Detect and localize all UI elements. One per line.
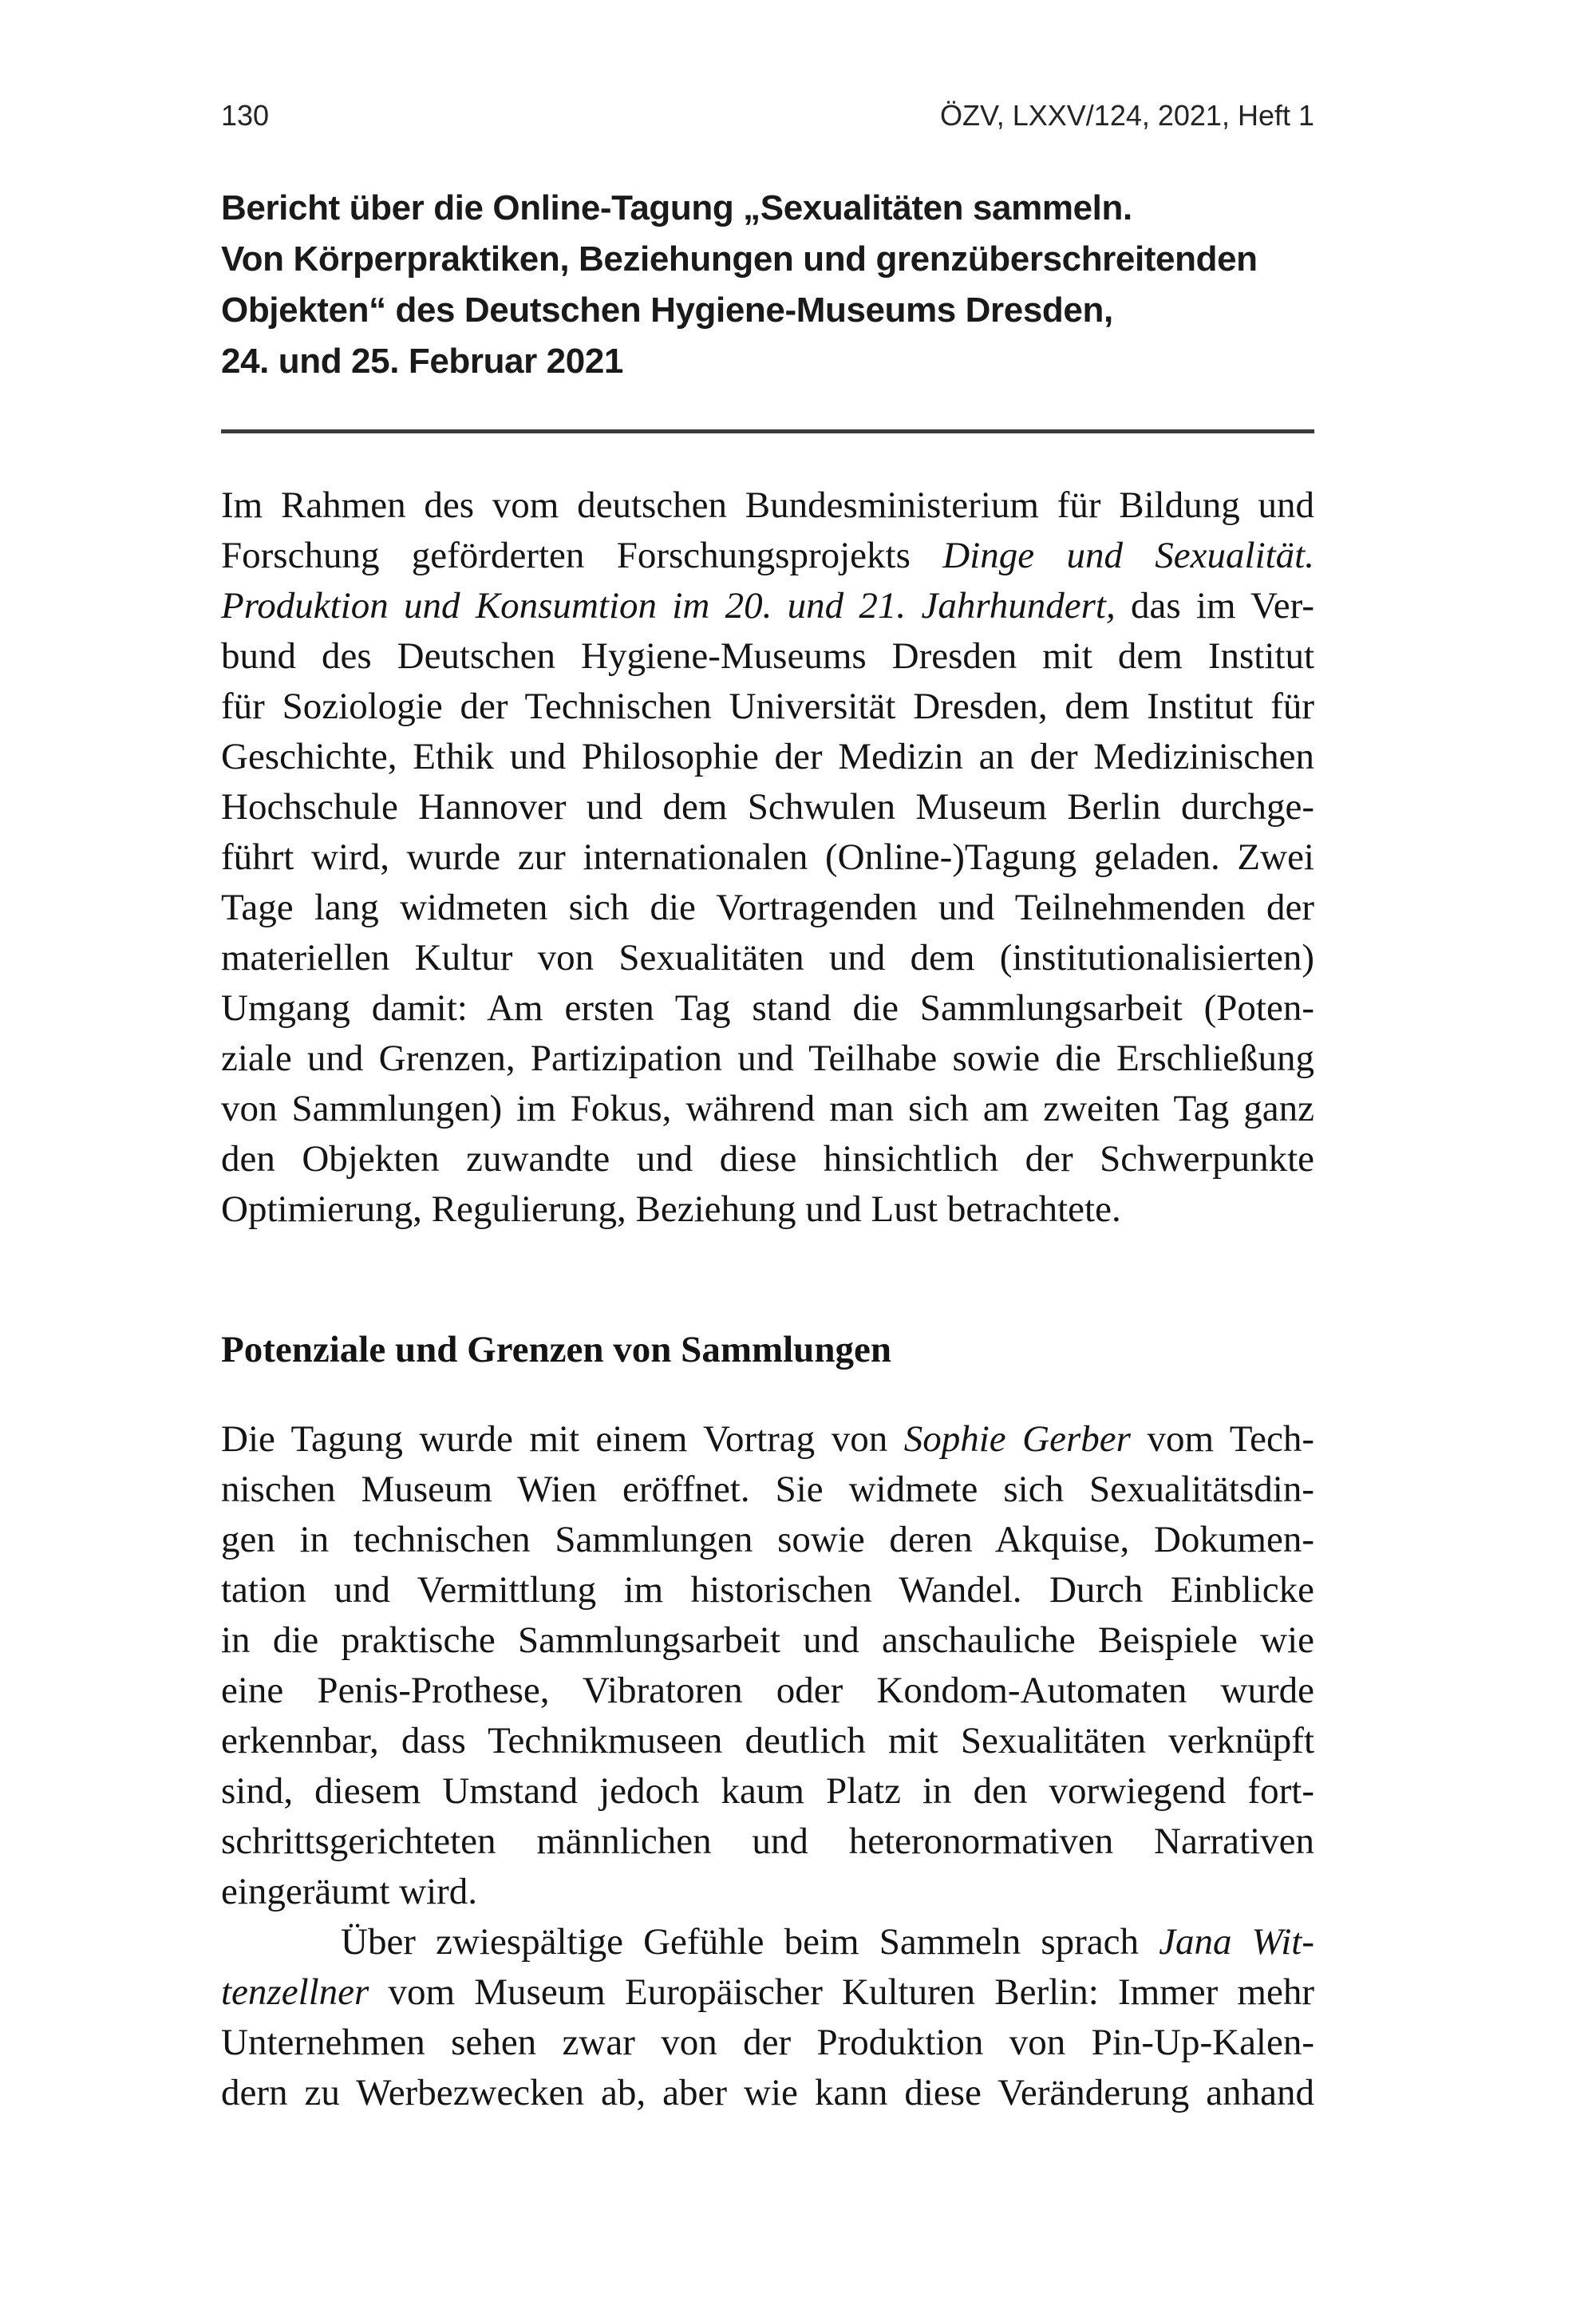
paragraph (221, 480, 1314, 1235)
divider-rule (221, 429, 1314, 433)
text-line (221, 531, 1314, 581)
text-segment: eine Penis-Prothese, Vibratoren oder Kondom-Automaten wurde (221, 1670, 1314, 1711)
text-line (221, 1465, 1314, 1515)
text-segment: führt wird, wurde zur internationalen (Online-)Tagung geladen. Zwei (221, 836, 1314, 878)
text-segment: Forschung geförderten Forschungsprojekts (221, 535, 943, 576)
text-line (221, 1666, 1314, 1716)
text-line (221, 1766, 1314, 1817)
text-segment: schrittsgerichteten männlichen und heteronormativen Narrativen (221, 1821, 1314, 1862)
text-segment: ziale und Grenzen, Partizipation und Teilhabe sowie die Erschließung (221, 1038, 1314, 1079)
title-line: Von Körperpraktiken, Beziehungen und grenzüberschreitenden (221, 239, 1258, 279)
text-line (221, 1967, 1314, 2018)
text-segment: vom Museum Europäischer Kulturen Berlin: Immer mehr (369, 1971, 1314, 2013)
text-segment: vom Tech- (1130, 1418, 1315, 1460)
italic-text: Sophie Gerber (903, 1418, 1131, 1460)
text-line (221, 1034, 1314, 1084)
text-line (221, 1716, 1314, 1766)
text-line (221, 1917, 1314, 1967)
title-line: Objekten“ des Deutschen Hygiene-Museums Dresden, (221, 291, 1113, 330)
text-segment: materiellen Kultur von Sexualitäten und dem (institutionalisierten) (221, 937, 1314, 979)
text-line (221, 832, 1314, 883)
title-line: Bericht über die Online-Tagung „Sexualitäten sammeln. (221, 188, 1132, 227)
text-segment: den Objekten zuwandte und diese hinsichtlich der Schwerpunkte (221, 1138, 1314, 1180)
text-segment: bund des Deutschen Hygiene-Museums Dresden mit dem Institut (221, 635, 1314, 677)
text-line (221, 1515, 1314, 1565)
text-segment: Im Rahmen des vom deutschen Bundesministerium für Bildung und (221, 484, 1314, 526)
article-title (221, 183, 1386, 387)
text-segment: erkennbar, dass Technikmuseen deutlich mit Sexualitäten verknüpft (221, 1720, 1314, 1761)
text-line (221, 1615, 1314, 1666)
text-line (221, 1867, 1314, 1917)
text-line (221, 1414, 1314, 1465)
text-segment: Tage lang widmeten sich die Vortragenden und Teilnehmenden der (221, 887, 1314, 928)
text-line (221, 2018, 1314, 2068)
running-head (221, 98, 1314, 133)
text-line (221, 732, 1314, 782)
text-line (221, 1565, 1314, 1615)
text-line (221, 631, 1314, 682)
text-line (221, 983, 1314, 1034)
text-segment: in die praktische Sammlungsarbeit und anschauliche Beispiele wie (221, 1619, 1314, 1661)
text-line (221, 581, 1314, 631)
text-segment: nischen Museum Wien eröffnet. Sie widmete sich Sexualitätsdin- (221, 1469, 1314, 1510)
text-segment: tation und Vermittlung im historischen Wandel. Durch Einblicke (221, 1569, 1314, 1611)
journal-reference: ÖZV, LXXV/124, 2021, Heft 1 (940, 99, 1314, 132)
text-segment: Die Tagung wurde mit einem Vortrag von (221, 1418, 904, 1460)
text-segment: Umgang damit: Am ersten Tag stand die Sammlungsarbeit (Poten- (221, 987, 1314, 1029)
text-line (221, 782, 1314, 832)
italic-text: tenzellner (221, 1971, 369, 2013)
text-line (221, 1817, 1314, 1867)
text-segment: Geschichte, Ethik und Philosophie der Medizin an der Medizinischen (221, 736, 1314, 777)
text-segment: von Sammlungen) im Fokus, während man sich am zweiten Tag ganz (221, 1088, 1314, 1129)
section-heading: Potenziale und Grenzen von Sammlungen (221, 1329, 891, 1370)
text-line (221, 682, 1314, 732)
text-segment: Optimierung, Regulierung, Beziehung und Lust betrachtete. (221, 1188, 1121, 1230)
text-line (221, 1184, 1314, 1235)
italic-text: Dinge und Sexualität. (942, 535, 1314, 576)
italic-text: Produktion und Konsumtion im 20. und 21. Jahrhundert, (221, 585, 1116, 627)
text-segment: Unternehmen sehen zwar von der Produktion von Pin-Up-Kalen- (221, 2022, 1314, 2063)
text-segment: Hochschule Hannover und dem Schwulen Museum Berlin durchge- (221, 786, 1314, 828)
text-line (221, 883, 1314, 933)
text-line (221, 1084, 1314, 1134)
title-line: 24. und 25. Februar 2021 (221, 342, 623, 381)
text-segment: dern zu Werbezwecken ab, aber wie kann diese Veränderung anhand (221, 2072, 1314, 2113)
text-line (221, 2068, 1314, 2118)
text-line (221, 933, 1314, 983)
text-line (221, 480, 1314, 531)
paragraph (221, 1414, 1314, 2118)
text-segment: eingeräumt wird. (221, 1871, 478, 1912)
text-segment: für Soziologie der Technischen Universität Dresden, dem Institut für (221, 686, 1314, 727)
text-segment: Über zwiespältige Gefühle beim Sammeln sprach (341, 1921, 1159, 1963)
page-number: 130 (221, 99, 270, 132)
text-segment: das im Ver- (1115, 585, 1315, 627)
text-segment: sind, diesem Umstand jedoch kaum Platz in den vorwiegend fort- (221, 1770, 1314, 1812)
text-segment: gen in technischen Sammlungen sowie deren Akquise, Dokumen- (221, 1519, 1314, 1560)
italic-text: Jana Wit- (1159, 1921, 1315, 1963)
text-line (221, 1134, 1314, 1184)
